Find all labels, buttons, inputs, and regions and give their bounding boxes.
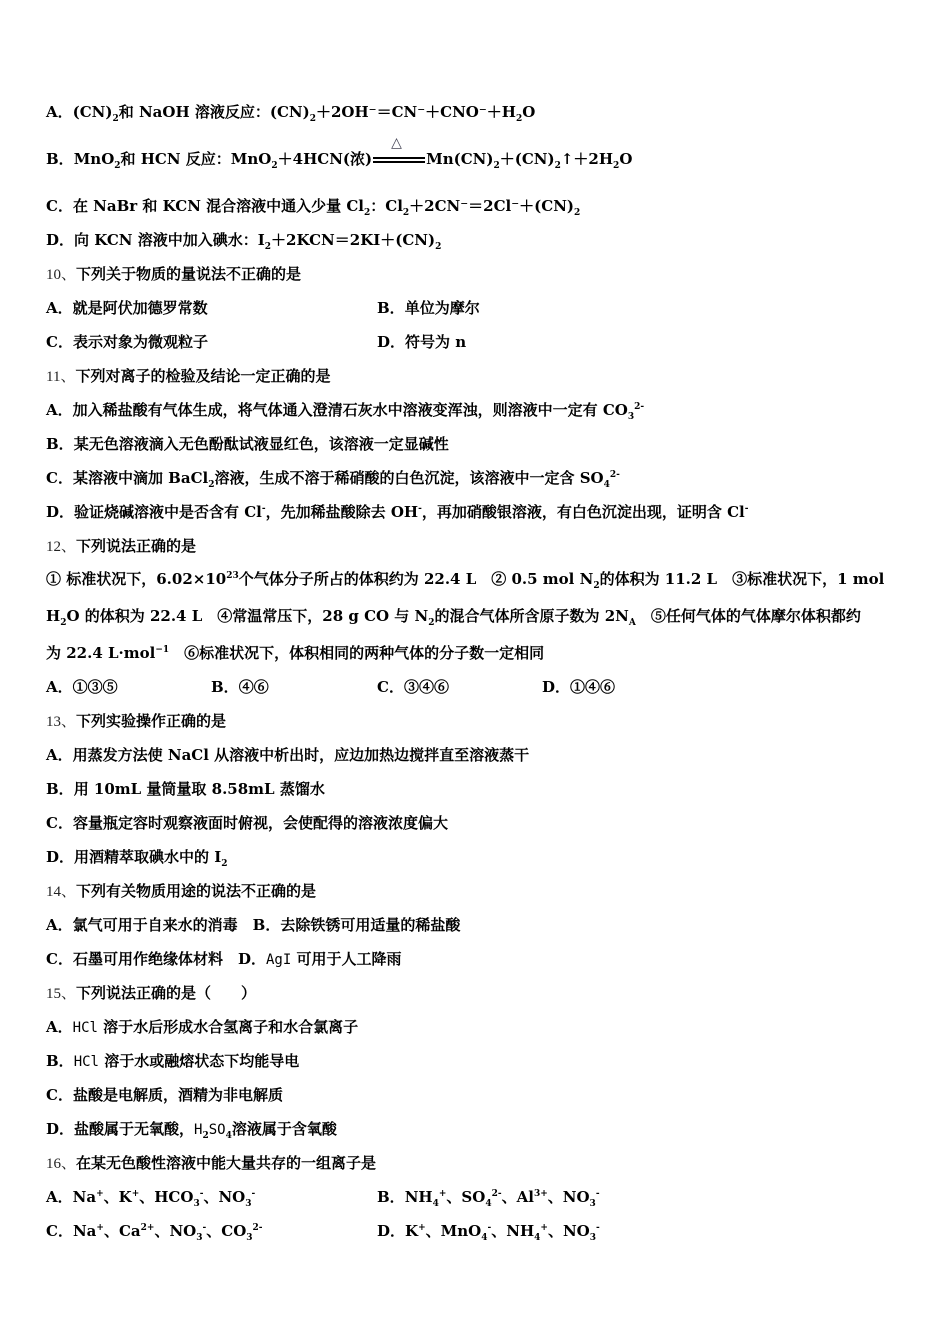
q9-option-c: C．在 NaBr 和 KCN 混合溶液中通入少量 $Cl_2$：$Cl_2+2CN^-=2Cl^-+(CN)_2$ [46, 197, 581, 218]
q9-option-a: A．$(CN)_2$和 NaOH 溶液反应：$(CN)_2+2OH^-=CN^-+CNO^-+H_2O$ [46, 103, 536, 124]
q16-option-c: C．Na+、$Ca^{2+}$、$NO_3^-$、$CO_3^{2-}$ [46, 1222, 263, 1243]
q13-option-b: B．用 10mL 量筒量取 8.58mL 蒸馏水 [46, 780, 325, 798]
q10-option-b: B．单位为摩尔 [377, 299, 480, 317]
heating-equals-sign [373, 135, 425, 167]
q15-stem: 15、下列说法正确的是（ ） [46, 984, 257, 1002]
q12-stem: 12、下列说法正确的是 [46, 537, 197, 555]
q14-stem: 14、下列有关物质用途的说法不正确的是 [46, 882, 317, 900]
q9-option-b: B．MnO$_2$和 HCN 反应：MnO$_2$＋4HCN(浓) △ $Mn(CN)_2+(CN)_2↑+2H_2O$ [46, 135, 633, 171]
q14-option-a: A．氯气可用于自来水的消毒 [46, 916, 238, 934]
q14-options-line-2 [46, 949, 402, 970]
q10-option-a: A．就是阿伏加德罗常数 [46, 299, 208, 317]
heat-triangle-icon: △ [391, 135, 402, 151]
q13-option-d: D．用酒精萃取碘水中的 $I_2$ [46, 848, 228, 869]
q15-option-a: A．HCl 溶于水后形成水合氢离子和水合氯离子 [46, 1018, 359, 1036]
q11-stem: 11、下列对离子的检验及结论一定正确的是 [46, 367, 331, 385]
q14-option-c: C．石墨可用作绝缘体材料 [46, 950, 223, 968]
q16-stem: 16、在某无色酸性溶液中能大量共存的一组离子是 [46, 1154, 377, 1172]
q12-statement-line-1: ① 标准状况下，$6.02\times 10^{23}$个气体分子所占的体积约为 22.4 L ② 0.5 mol $N_2$的体积为 11.2 L ③标准状况下，1 mol [46, 570, 885, 591]
q12-option-b: B．④⑥ [211, 678, 269, 696]
q12-option-a: A．①③⑤ [46, 678, 118, 696]
q11-option-c: C．某溶液中滴加 BaCl$_2$溶液，生成不溶于稀硝酸的白色沉淀，该溶液中一定含 $SO_4^{2-}$ [46, 469, 620, 490]
q16-option-b: B．$NH_4^+$、$SO_4^{2-}$、$Al^{3+}$、$NO_3^-$ [377, 1188, 600, 1209]
q14-option-d: D．AgI 可用于人工降雨 [237, 950, 402, 968]
q9-option-d: D．向 KCN 溶液中加入碘水：$I_2+2KCN=2KI+(CN)_2$ [46, 231, 442, 252]
q12-statement-line-2: $H_2O$ 的体积为 22.4 L ④常温常压下，28 g CO 与 $N_2$的混合气体所含原子数为 $2N_A$ ⑤任何气体的气体摩尔体积都约 [46, 607, 861, 628]
q12-statement-line-3: 为 22.4 L·mol$^{-1}$ ⑥标准状况下，体积相同的两种气体的分子数一定相同 [46, 644, 545, 662]
q12-option-c: C．③④⑥ [377, 678, 449, 696]
q12-option-d: D．①④⑥ [542, 678, 616, 696]
q14-options-line-1 [46, 915, 460, 935]
q13-option-c: C．容量瓶定容时观察液面时俯视，会使配得的溶液浓度偏大 [46, 814, 448, 832]
q10-stem: 10、下列关于物质的量说法不正确的是 [46, 265, 302, 283]
q13-option-a: A．用蒸发方法使 NaCl 从溶液中析出时，应边加热边搅拌直至溶液蒸干 [46, 746, 530, 764]
q13-stem: 13、下列实验操作正确的是 [46, 712, 227, 730]
q10-option-d: D．符号为 n [377, 333, 467, 351]
q16-option-d: D．K+、MnO$_4$-、$NH_4^+$、$NO_3^-$ [377, 1222, 600, 1243]
q14-option-b: B．去除铁锈可用适量的稀盐酸 [252, 916, 461, 934]
q11-option-a: A．加入稀盐酸有气体生成，将气体通入澄清石灰水中溶液变浑浊，则溶液中一定有 $CO_3^{2-}$ [46, 401, 645, 422]
q15-option-d: D．盐酸属于无氧酸，$H_2SO_4$溶液属于含氧酸 [46, 1120, 337, 1141]
q11-option-b: B．某无色溶液滴入无色酚酞试液显红色，该溶液一定显碱性 [46, 435, 449, 453]
q15-option-b: B．HCl 溶于水或融熔状态下均能导电 [46, 1052, 300, 1070]
q15-option-c: C．盐酸是电解质，酒精为非电解质 [46, 1086, 283, 1104]
q11-option-d: D．验证烧碱溶液中是否含有 Cl-，先加稀盐酸除去 OH-，再加硝酸银溶液，有白色沉淀出现，证明含 Cl- [46, 503, 749, 521]
q16-option-a: A．Na+、K+、$HCO_3^-$、$NO_3^-$ [46, 1188, 256, 1209]
q10-option-c: C．表示对象为微观粒子 [46, 333, 208, 351]
